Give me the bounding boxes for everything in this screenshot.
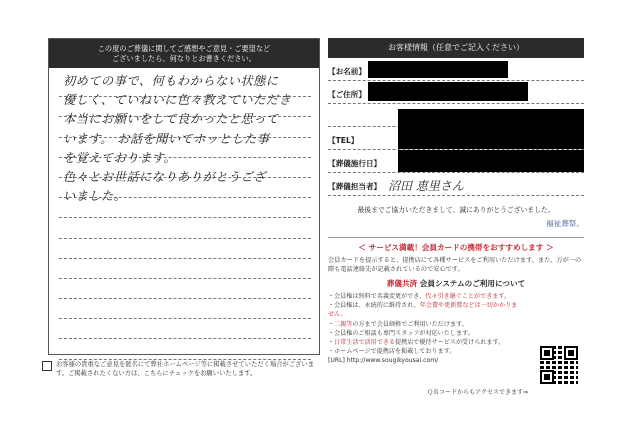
list-item: ・二親等の方まで会員価格でご利用いただけます。 [328, 320, 468, 328]
qr-code-icon[interactable] [540, 346, 578, 384]
tel-field[interactable] [328, 127, 584, 150]
redaction-bar [368, 61, 508, 78]
header-line-1: この度のご葬儀に関してご感想やご意見・ご要望など [97, 44, 271, 53]
name-label: 【お名前】 [328, 67, 366, 76]
system-title-text: 会員システムのご利用について [417, 279, 526, 288]
hand-line: を覚えております。 [63, 150, 177, 165]
staff-field[interactable] [328, 173, 584, 196]
survey-card [36, 38, 588, 398]
hand-line: いました。 [63, 189, 127, 204]
thanks-text: 最後までご協力いただきまして、誠にありがとうございました。 [357, 206, 555, 214]
list-item: ・日常生活で活用できる提携店で優待サービスが受けられます。 [328, 339, 505, 347]
benefit-list [328, 292, 518, 356]
qr-note: ＱＲコードからもアクセスできます⇒ [427, 389, 528, 396]
header-line-2: ございましたら、何なりとお書きください。 [112, 54, 256, 63]
funeral-date-field[interactable] [328, 150, 584, 173]
card-paragraph: 会員カードを提示すると、提携店にて各種サービスをご利用いただけます。また、万が一の際も電話連絡先が記載されているので安心です。 [328, 257, 582, 273]
hand-line: 色々とお世話になりありがとうござ [63, 169, 266, 184]
list-item: ・ホームページで提携店を掲載しております。 [328, 348, 456, 356]
company-logo: 福祉葬祭。 [546, 219, 584, 228]
address-label: 【ご住所】 [328, 90, 366, 99]
customer-info-panel [328, 38, 584, 364]
redaction-bar [398, 109, 584, 149]
system-prefix: 葬儀共済 [386, 279, 418, 288]
customer-info-header: お客様情報（任意でご記入ください） [328, 38, 584, 58]
funeral-date-label: 【葬儀施行日】 [328, 159, 382, 168]
url-link[interactable]: [URL] http://www.sougikyousai.com/ [328, 357, 439, 365]
redaction-bar [368, 82, 528, 101]
tel-label: 【TEL】 [328, 136, 359, 145]
name-field[interactable] [328, 58, 584, 81]
comment-panel [48, 38, 320, 355]
list-item: ・会員権のご相談も専門スタッフが対応いたします。 [328, 329, 474, 337]
hand-line: 優しく、ていねいに色々教えていただき [63, 93, 292, 108]
staff-label: 【葬儀担当者】 [328, 182, 382, 191]
list-item: ・会員権は無料で名義変更ができ、代々引き継ぐことができます。 [328, 293, 511, 300]
comment-panel-header [49, 39, 319, 68]
redaction-bar [398, 150, 584, 172]
handwritten-comment[interactable] [63, 72, 321, 206]
hand-line: 初めての事で、何もわからない状態に [63, 74, 279, 88]
privacy-note: お客様の貴重なご意見を匿名にて弊社ホームページ等に掲載させていただく場合がございます。ご掲載されたくない方は、こちらにチェックをお願いいたします。 [56, 361, 315, 377]
staff-handwritten: 沼田 恵里さん [388, 179, 464, 193]
hand-line: います。 お話を聞いてホッとした事 [63, 131, 270, 146]
hand-line: 本当にお願いをして良かったと思って [63, 112, 279, 127]
address-field[interactable] [328, 81, 584, 104]
anonymous-checkbox[interactable] [42, 361, 52, 371]
list-item: ・会員権は、永続的に維持され、年会費や更新費などは一切かかりません。 [328, 302, 518, 319]
membership-banner: ＜ サービス満載！会員カードの携帯をおすすめします ＞ [328, 237, 584, 253]
system-title [328, 278, 584, 289]
